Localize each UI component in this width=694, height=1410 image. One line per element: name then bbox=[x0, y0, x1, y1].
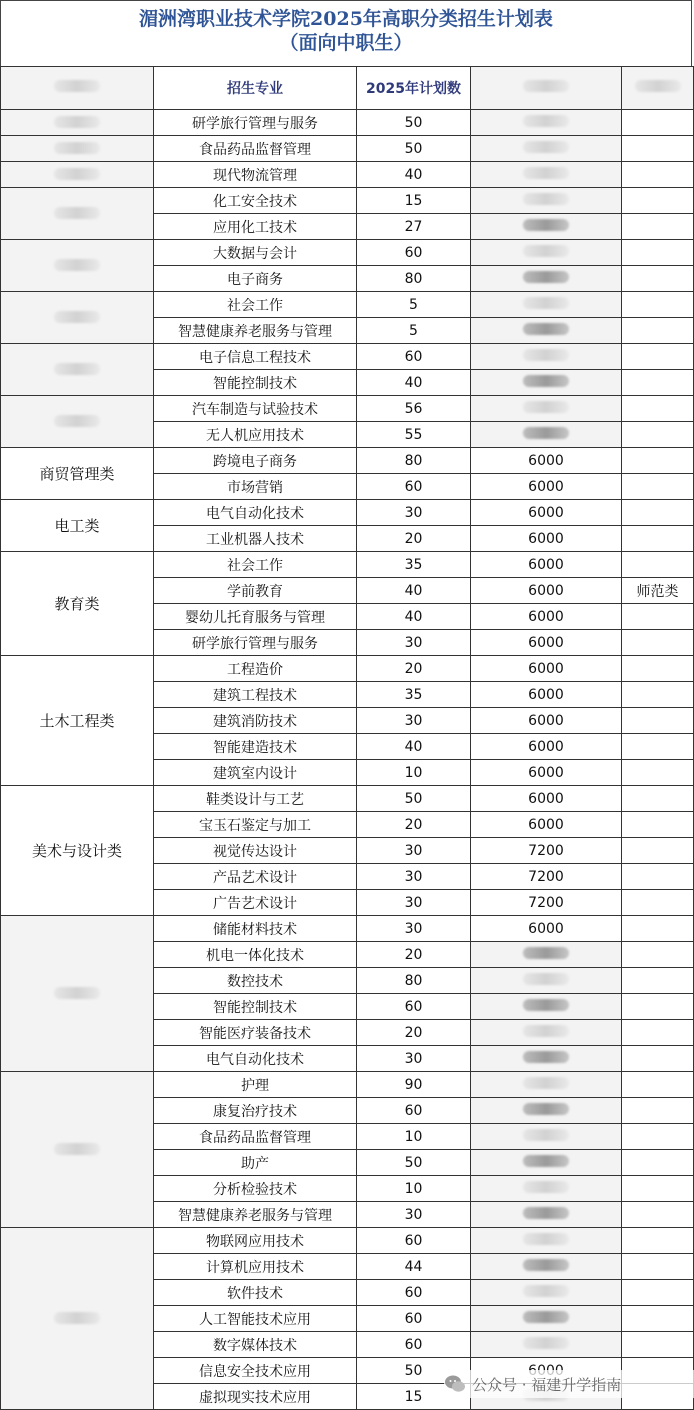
wechat-icon bbox=[444, 1373, 466, 1395]
major-cell: 计算机应用技术 bbox=[154, 1254, 357, 1280]
fee-cell bbox=[471, 1280, 622, 1306]
fee-cell bbox=[471, 318, 622, 344]
fee-cell bbox=[471, 1176, 622, 1202]
plan-count-cell: 15 bbox=[357, 188, 471, 214]
fee-cell: 6000 bbox=[471, 630, 622, 656]
note-cell bbox=[622, 110, 694, 136]
table-row bbox=[1, 448, 694, 474]
table-row bbox=[1, 1072, 694, 1098]
plan-count-cell: 10 bbox=[357, 760, 471, 786]
category-cell: 商贸管理类 bbox=[1, 448, 154, 500]
plan-count-cell: 80 bbox=[357, 266, 471, 292]
major-cell: 汽车制造与试验技术 bbox=[154, 396, 357, 422]
major-cell: 宝玉石鉴定与加工 bbox=[154, 812, 357, 838]
table-row bbox=[1, 656, 694, 682]
note-cell bbox=[622, 760, 694, 786]
note-cell bbox=[622, 1254, 694, 1280]
category-cell bbox=[1, 188, 154, 240]
major-cell: 市场营销 bbox=[154, 474, 357, 500]
note-cell bbox=[622, 812, 694, 838]
major-cell: 研学旅行管理与服务 bbox=[154, 110, 357, 136]
note-cell bbox=[622, 1150, 694, 1176]
plan-count-cell: 56 bbox=[357, 396, 471, 422]
plan-count-cell: 44 bbox=[357, 1254, 471, 1280]
major-cell: 智能建造技术 bbox=[154, 734, 357, 760]
plan-count-cell: 60 bbox=[357, 240, 471, 266]
plan-count-cell: 5 bbox=[357, 318, 471, 344]
major-cell: 工程造价 bbox=[154, 656, 357, 682]
plan-count-cell: 40 bbox=[357, 370, 471, 396]
fee-cell bbox=[471, 396, 622, 422]
note-cell bbox=[622, 786, 694, 812]
note-cell bbox=[622, 890, 694, 916]
note-cell bbox=[622, 1072, 694, 1098]
plan-count-cell: 50 bbox=[357, 1358, 471, 1384]
category-cell bbox=[1, 110, 154, 136]
category-cell bbox=[1, 1072, 154, 1228]
plan-count-cell: 5 bbox=[357, 292, 471, 318]
major-cell: 化工安全技术 bbox=[154, 188, 357, 214]
note-cell bbox=[622, 344, 694, 370]
major-cell: 跨境电子商务 bbox=[154, 448, 357, 474]
title-block bbox=[0, 0, 692, 66]
note-cell bbox=[622, 266, 694, 292]
major-cell: 智能控制技术 bbox=[154, 994, 357, 1020]
fee-cell: 6000 bbox=[471, 578, 622, 604]
major-cell: 智能控制技术 bbox=[154, 370, 357, 396]
fee-cell bbox=[471, 110, 622, 136]
major-cell: 护理 bbox=[154, 1072, 357, 1098]
note-cell bbox=[622, 838, 694, 864]
plan-count-cell: 60 bbox=[357, 1332, 471, 1358]
table-row bbox=[1, 344, 694, 370]
note-cell bbox=[622, 1046, 694, 1072]
note-cell bbox=[622, 916, 694, 942]
fee-cell bbox=[471, 1202, 622, 1228]
category-cell bbox=[1, 344, 154, 396]
plan-count-cell: 30 bbox=[357, 838, 471, 864]
note-cell bbox=[622, 1124, 694, 1150]
plan-count-cell: 50 bbox=[357, 110, 471, 136]
fee-cell bbox=[471, 370, 622, 396]
major-cell: 机电一体化技术 bbox=[154, 942, 357, 968]
major-cell: 智能医疗装备技术 bbox=[154, 1020, 357, 1046]
plan-count-cell: 30 bbox=[357, 1046, 471, 1072]
major-cell: 储能材料技术 bbox=[154, 916, 357, 942]
plan-count-cell: 20 bbox=[357, 812, 471, 838]
fee-cell bbox=[471, 1150, 622, 1176]
fee-cell bbox=[471, 136, 622, 162]
major-cell: 信息安全技术应用 bbox=[154, 1358, 357, 1384]
plan-count-cell: 30 bbox=[357, 864, 471, 890]
fee-cell: 6000 bbox=[471, 656, 622, 682]
fee-cell: 6000 bbox=[471, 500, 622, 526]
table-row bbox=[1, 396, 694, 422]
major-cell: 鞋类设计与工艺 bbox=[154, 786, 357, 812]
major-cell: 软件技术 bbox=[154, 1280, 357, 1306]
note-cell bbox=[622, 396, 694, 422]
category-cell bbox=[1, 136, 154, 162]
fee-cell: 7200 bbox=[471, 890, 622, 916]
header-major: 招生专业 bbox=[154, 67, 357, 110]
plan-count-cell: 20 bbox=[357, 1020, 471, 1046]
plan-count-cell: 60 bbox=[357, 344, 471, 370]
plan-count-cell: 60 bbox=[357, 994, 471, 1020]
fee-cell bbox=[471, 240, 622, 266]
fee-cell bbox=[471, 344, 622, 370]
plan-count-cell: 30 bbox=[357, 708, 471, 734]
fee-cell bbox=[471, 214, 622, 240]
major-cell: 研学旅行管理与服务 bbox=[154, 630, 357, 656]
fee-cell: 7200 bbox=[471, 864, 622, 890]
table-row bbox=[1, 1228, 694, 1254]
plan-count-cell: 15 bbox=[357, 1384, 471, 1410]
major-cell: 建筑工程技术 bbox=[154, 682, 357, 708]
fee-cell: 6000 bbox=[471, 448, 622, 474]
major-cell: 电气自动化技术 bbox=[154, 500, 357, 526]
plan-count-cell: 80 bbox=[357, 968, 471, 994]
note-cell bbox=[622, 682, 694, 708]
note-cell bbox=[622, 240, 694, 266]
major-cell: 虚拟现实技术应用 bbox=[154, 1384, 357, 1410]
plan-count-cell: 60 bbox=[357, 1098, 471, 1124]
category-cell bbox=[1, 396, 154, 448]
plan-count-cell: 50 bbox=[357, 136, 471, 162]
major-cell: 人工智能技术应用 bbox=[154, 1306, 357, 1332]
major-cell: 智慧健康养老服务与管理 bbox=[154, 318, 357, 344]
table-row bbox=[1, 786, 694, 812]
table-row bbox=[1, 136, 694, 162]
plan-count-cell: 60 bbox=[357, 1228, 471, 1254]
fee-cell bbox=[471, 1098, 622, 1124]
fee-cell bbox=[471, 1254, 622, 1280]
plan-count-cell: 55 bbox=[357, 422, 471, 448]
plan-count-cell: 40 bbox=[357, 734, 471, 760]
plan-count-cell: 60 bbox=[357, 474, 471, 500]
note-cell bbox=[622, 214, 694, 240]
major-cell: 电气自动化技术 bbox=[154, 1046, 357, 1072]
enrollment-table bbox=[0, 66, 694, 1410]
note-cell bbox=[622, 1176, 694, 1202]
major-cell: 社会工作 bbox=[154, 552, 357, 578]
page-title: 湄洲湾职业技术学院2025年高职分类招生计划表 bbox=[139, 8, 553, 30]
plan-count-cell: 30 bbox=[357, 916, 471, 942]
plan-count-cell: 35 bbox=[357, 682, 471, 708]
fee-cell: 6000 bbox=[471, 916, 622, 942]
note-cell bbox=[622, 188, 694, 214]
fee-cell: 7200 bbox=[471, 838, 622, 864]
plan-count-cell: 10 bbox=[357, 1124, 471, 1150]
plan-count-cell: 20 bbox=[357, 526, 471, 552]
note-cell bbox=[622, 1280, 694, 1306]
major-cell: 工业机器人技术 bbox=[154, 526, 357, 552]
major-cell: 食品药品监督管理 bbox=[154, 136, 357, 162]
major-cell: 学前教育 bbox=[154, 578, 357, 604]
plan-count-cell: 60 bbox=[357, 1306, 471, 1332]
plan-count-cell: 40 bbox=[357, 604, 471, 630]
note-cell bbox=[622, 734, 694, 760]
fee-cell bbox=[471, 188, 622, 214]
fee-cell: 6000 bbox=[471, 760, 622, 786]
major-cell: 食品药品监督管理 bbox=[154, 1124, 357, 1150]
plan-count-cell: 40 bbox=[357, 162, 471, 188]
fee-cell bbox=[471, 1332, 622, 1358]
plan-count-cell: 90 bbox=[357, 1072, 471, 1098]
note-cell bbox=[622, 1202, 694, 1228]
major-cell: 分析检验技术 bbox=[154, 1176, 357, 1202]
fee-cell: 6000 bbox=[471, 708, 622, 734]
category-cell: 电工类 bbox=[1, 500, 154, 552]
note-cell bbox=[622, 162, 694, 188]
note-cell bbox=[622, 604, 694, 630]
major-cell: 建筑消防技术 bbox=[154, 708, 357, 734]
major-cell: 大数据与会计 bbox=[154, 240, 357, 266]
fee-cell bbox=[471, 1306, 622, 1332]
plan-count-cell: 30 bbox=[357, 890, 471, 916]
plan-count-cell: 20 bbox=[357, 942, 471, 968]
fee-cell bbox=[471, 266, 622, 292]
major-cell: 婴幼儿托育服务与管理 bbox=[154, 604, 357, 630]
note-cell bbox=[622, 1228, 694, 1254]
fee-cell: 6000 bbox=[471, 604, 622, 630]
fee-cell: 6000 bbox=[471, 734, 622, 760]
note-cell bbox=[622, 500, 694, 526]
table-row bbox=[1, 240, 694, 266]
major-cell: 建筑室内设计 bbox=[154, 760, 357, 786]
note-cell bbox=[622, 630, 694, 656]
plan-count-cell: 35 bbox=[357, 552, 471, 578]
watermark-text: 公众号 · 福建升学指南 bbox=[472, 1375, 622, 1394]
category-cell bbox=[1, 162, 154, 188]
category-cell bbox=[1, 240, 154, 292]
fee-cell bbox=[471, 422, 622, 448]
header-plan-count: 2025年计划数 bbox=[357, 67, 471, 110]
major-cell: 应用化工技术 bbox=[154, 214, 357, 240]
major-cell: 现代物流管理 bbox=[154, 162, 357, 188]
fee-cell bbox=[471, 1228, 622, 1254]
plan-count-cell: 20 bbox=[357, 656, 471, 682]
note-cell bbox=[622, 552, 694, 578]
fee-cell: 6000 bbox=[471, 526, 622, 552]
plan-count-cell: 30 bbox=[357, 1202, 471, 1228]
note-cell bbox=[622, 1306, 694, 1332]
fee-cell: 6000 bbox=[471, 682, 622, 708]
note-cell bbox=[622, 292, 694, 318]
major-cell: 无人机应用技术 bbox=[154, 422, 357, 448]
fee-cell bbox=[471, 994, 622, 1020]
category-cell: 土木工程类 bbox=[1, 656, 154, 786]
category-cell bbox=[1, 292, 154, 344]
major-cell: 数控技术 bbox=[154, 968, 357, 994]
note-cell bbox=[622, 474, 694, 500]
fee-cell bbox=[471, 1124, 622, 1150]
table-row bbox=[1, 292, 694, 318]
table-row bbox=[1, 500, 694, 526]
table-row bbox=[1, 162, 694, 188]
major-cell: 电子商务 bbox=[154, 266, 357, 292]
fee-cell bbox=[471, 292, 622, 318]
note-cell bbox=[622, 1332, 694, 1358]
note-cell bbox=[622, 370, 694, 396]
note-cell bbox=[622, 656, 694, 682]
category-cell: 美术与设计类 bbox=[1, 786, 154, 916]
fee-cell bbox=[471, 1072, 622, 1098]
plan-count-cell: 50 bbox=[357, 1150, 471, 1176]
note-cell bbox=[622, 1098, 694, 1124]
table-body bbox=[1, 110, 694, 1410]
note-cell bbox=[622, 526, 694, 552]
plan-count-cell: 60 bbox=[357, 1280, 471, 1306]
plan-count-cell: 50 bbox=[357, 786, 471, 812]
fee-cell bbox=[471, 942, 622, 968]
note-cell bbox=[622, 1020, 694, 1046]
plan-count-cell: 40 bbox=[357, 578, 471, 604]
note-cell bbox=[622, 994, 694, 1020]
fee-cell: 6000 bbox=[471, 786, 622, 812]
header-note bbox=[622, 67, 694, 110]
fee-cell bbox=[471, 968, 622, 994]
table-row bbox=[1, 916, 694, 942]
table-row bbox=[1, 552, 694, 578]
plan-count-cell: 10 bbox=[357, 1176, 471, 1202]
note-cell bbox=[622, 448, 694, 474]
fee-cell: 6000 bbox=[471, 474, 622, 500]
header-fee bbox=[471, 67, 622, 110]
major-cell: 智慧健康养老服务与管理 bbox=[154, 1202, 357, 1228]
major-cell: 产品艺术设计 bbox=[154, 864, 357, 890]
plan-count-cell: 30 bbox=[357, 500, 471, 526]
watermark bbox=[444, 1370, 694, 1398]
major-cell: 物联网应用技术 bbox=[154, 1228, 357, 1254]
major-cell: 视觉传达设计 bbox=[154, 838, 357, 864]
fee-cell: 6000 bbox=[471, 812, 622, 838]
category-cell: 教育类 bbox=[1, 552, 154, 656]
table-row bbox=[1, 110, 694, 136]
note-cell bbox=[622, 864, 694, 890]
major-cell: 数字媒体技术 bbox=[154, 1332, 357, 1358]
major-cell: 助产 bbox=[154, 1150, 357, 1176]
table-row bbox=[1, 188, 694, 214]
major-cell: 社会工作 bbox=[154, 292, 357, 318]
note-cell bbox=[622, 136, 694, 162]
note-cell bbox=[622, 942, 694, 968]
fee-cell bbox=[471, 162, 622, 188]
page-subtitle: （面向中职生） bbox=[279, 32, 413, 54]
fee-cell bbox=[471, 1046, 622, 1072]
note-cell bbox=[622, 708, 694, 734]
plan-count-cell: 27 bbox=[357, 214, 471, 240]
major-cell: 康复治疗技术 bbox=[154, 1098, 357, 1124]
major-cell: 广告艺术设计 bbox=[154, 890, 357, 916]
major-cell: 电子信息工程技术 bbox=[154, 344, 357, 370]
header-category bbox=[1, 67, 154, 110]
plan-count-cell: 30 bbox=[357, 630, 471, 656]
note-cell bbox=[622, 318, 694, 344]
category-cell bbox=[1, 1228, 154, 1410]
category-cell bbox=[1, 916, 154, 1072]
plan-count-cell: 80 bbox=[357, 448, 471, 474]
fee-cell bbox=[471, 1020, 622, 1046]
note-cell: 师范类 bbox=[622, 578, 694, 604]
fee-cell: 6000 bbox=[471, 552, 622, 578]
table-header-row bbox=[1, 67, 694, 110]
note-cell bbox=[622, 968, 694, 994]
note-cell bbox=[622, 422, 694, 448]
